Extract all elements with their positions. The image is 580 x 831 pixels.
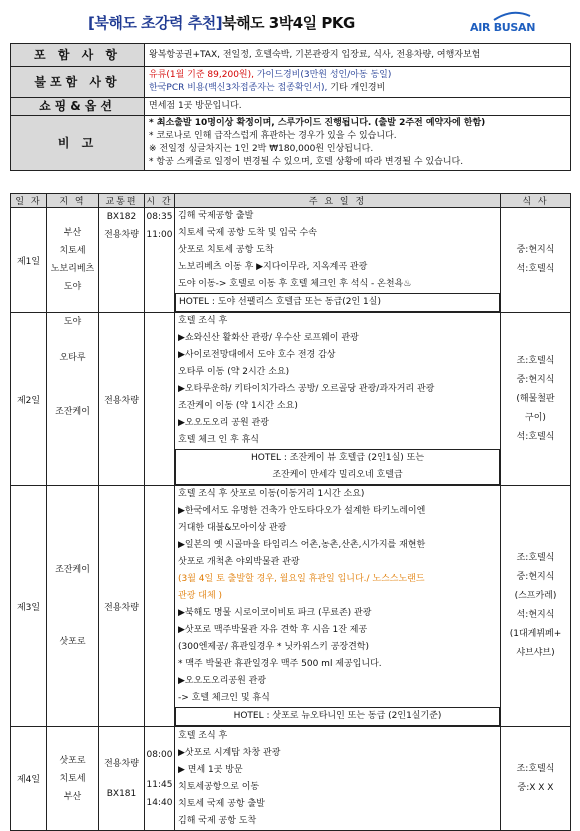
day-itinerary	[175, 486, 501, 727]
meal: 조:호텔식	[516, 763, 555, 774]
transport: BX181	[106, 788, 137, 799]
itinerary-line: 호텔 조식 후 삿포로 이동(이동거리 1시간 소요)	[178, 489, 365, 499]
day-label: 제3일	[11, 486, 47, 727]
time: 08:00	[146, 749, 173, 760]
itinerary-line: 치토세 국제 공항 출발	[178, 798, 265, 809]
hotel-box	[175, 449, 500, 485]
day-transport	[99, 727, 145, 831]
meal: (스프카레)	[514, 591, 557, 601]
remarks-text	[145, 116, 571, 171]
schedule-header-row	[11, 194, 571, 208]
itinerary-line: ▶오타루운하/ 키타이치가라스 공방/ 오르골당 관광/과자거리 관광	[178, 384, 435, 394]
day-times	[145, 486, 175, 727]
itinerary-line: (300엔제공/ 휴관일경우 * 닛카위스키 공장견학)	[178, 642, 369, 652]
region: 도야	[63, 317, 82, 327]
itinerary-line: ▶삿포로 맥주박물관 자유 견학 후 시음 1잔 제공	[178, 625, 368, 635]
time: 08:35	[146, 212, 173, 222]
excluded-other: 기타 개인경비	[330, 83, 386, 93]
day-times	[145, 313, 175, 486]
included-text: 왕복항공권+TAX, 전일정, 호텔숙박, 기본관광지 입장료, 식사, 전용차량, 여행자보험	[145, 44, 571, 67]
itinerary-line: 삿포로 치토세 공항 도착	[178, 245, 274, 255]
day-row	[11, 208, 571, 313]
header-meals: 식 사	[501, 194, 571, 208]
day-meals	[501, 208, 571, 313]
day-regions	[47, 313, 99, 486]
shopping-text: 면세점 1곳 방문입니다.	[145, 98, 571, 116]
region: 치토세	[59, 246, 86, 256]
hotel-line: HOTEL : 조잔케이 뷰 호텔급 (2인1실) 또는	[250, 453, 425, 463]
itinerary-line: 삿포로 개척촌 야외박물관 관광	[178, 557, 300, 567]
day-times	[145, 208, 175, 313]
schedule-table	[10, 193, 571, 831]
region: 노보리베츠	[50, 264, 95, 274]
title-row	[0, 4, 580, 38]
itinerary-line: -> 호텔 체크인 및 휴식	[178, 693, 270, 703]
region: 부산	[63, 791, 82, 802]
meal: 조:호텔식	[516, 553, 555, 563]
header-transport: 교통편	[99, 194, 145, 208]
region: 조잔케이	[55, 565, 90, 575]
header-day: 일 자	[11, 194, 47, 208]
itinerary-line: 호텔 조식 후	[178, 730, 228, 741]
remark-line: * 항공 스케줄로 일정이 변경될 수 있으며, 호텔 상황에 따라 변경될 수 있습니다.	[149, 157, 464, 167]
itinerary-line: * 맥주 박물관 휴관일경우 맥주 500 ml 제공입니다.	[178, 659, 382, 669]
itinerary-line: 도야 이동-> 호텔로 이동 후 호텔 체크인 후 석식 - 온천욕♨	[178, 279, 412, 289]
meal: 석:호텔식	[516, 431, 555, 442]
itinerary-line: ▶북해도 명물 시로이코이비토 파크 (무료존) 관광	[178, 608, 372, 618]
time: 14:40	[146, 797, 173, 808]
region: 도야	[63, 282, 82, 292]
remark-line: * 코로나로 인해 급작스럽게 휴관하는 경우가 있을 수 있습니다.	[149, 131, 397, 141]
itinerary-line: ▶일본의 옛 시골마을 타임리스 어촌,농촌,산촌,시가지를 재현한	[178, 540, 426, 550]
shopping-label: 쇼핑&옵션	[11, 98, 145, 116]
day-row	[11, 727, 571, 831]
day-meals	[501, 313, 571, 486]
itinerary-line: ▶ 면세 1곳 방문	[178, 764, 243, 775]
itinerary-line: 치토세 국제 공항 도착 및 입국 수속	[178, 228, 317, 238]
air-busan-logo	[470, 10, 540, 36]
day-meals	[501, 727, 571, 831]
remarks-label: 비 고	[11, 116, 145, 171]
included-label: 포 함 사 항	[11, 44, 145, 67]
meal: 구이)	[525, 412, 546, 423]
region: 부산	[63, 228, 82, 238]
day-transport: 전용차량	[99, 313, 145, 486]
transport: 전용차량	[104, 758, 139, 769]
day-itinerary	[175, 313, 501, 486]
itinerary-line: 치토세공항으로 이동	[178, 781, 260, 792]
day-label: 제1일	[11, 208, 47, 313]
itinerary-line: 오타루 이동 (약 2시간 소요)	[178, 367, 290, 377]
meal: 조:호텔식	[516, 355, 555, 366]
excluded-fuel: 유류(1월 기준 89,200원),	[149, 70, 257, 80]
itinerary-line: 호텔 체크 인 후 휴식	[178, 435, 259, 445]
page-title	[88, 12, 355, 33]
day-meals	[501, 486, 571, 727]
itinerary-note: (3월 4일 토 출발할 경우, 월요일 휴관일 입니다./ 노스스노랜드	[178, 574, 425, 584]
hotel-line: HOTEL : 도야 선팰리스 호텔급 또는 동급(2인 1실)	[175, 293, 500, 312]
excluded-guide: 가이드경비(3만원 성인/아동 동일)	[256, 70, 392, 80]
day-regions	[47, 727, 99, 831]
day-itinerary	[175, 727, 501, 831]
day-label: 제2일	[11, 313, 47, 486]
logo-text: AIR BUSAN	[470, 21, 536, 34]
itinerary-note: 관광 대체 )	[178, 591, 223, 601]
meal: 중:현지식	[516, 572, 555, 582]
region: 오타루	[59, 353, 86, 363]
hotel-line: 조잔케이 만세각 밀리오네 호텔급	[272, 470, 403, 480]
header-itinerary: 주 요 일 정	[175, 194, 501, 208]
meal: 중:현지식	[516, 374, 555, 385]
day-transport	[99, 208, 145, 313]
region: 삿포로	[59, 637, 86, 647]
day-regions	[47, 486, 99, 727]
day-itinerary	[175, 208, 501, 313]
meal: 석:현지식	[516, 610, 555, 620]
excluded-label: 불포함 사항	[11, 67, 145, 98]
time: 11:45	[146, 779, 173, 790]
remark-line: ※ 전일정 싱글차지는 1인 2박 ₩180,000원 인상됩니다.	[149, 144, 374, 154]
itinerary-line: ▶한국에서도 유명한 건축가 안도타다오가 설계한 타키노레이엔	[178, 506, 426, 516]
itinerary-line: 거대한 대불&모아이상 관광	[178, 523, 287, 533]
itinerary-line: 노보리베츠 이동 후 ▶지다이무라, 지옥계곡 관광	[178, 262, 368, 272]
itinerary-line: 호텔 조식 후	[178, 316, 228, 326]
title-bracket: [북해도 초강력 추천]	[88, 14, 223, 32]
itinerary-line: 김해 국제공항 출발	[178, 211, 254, 221]
meal: (1대게뷔페+	[509, 629, 562, 639]
meal: 석:호텔식	[516, 264, 555, 274]
itinerary-line: ▶사이로전망대에서 도야 호수 전경 감상	[178, 350, 336, 360]
day-row	[11, 486, 571, 727]
header-time: 시 간	[145, 194, 175, 208]
meal: 중:X X X	[517, 782, 554, 793]
region: 삿포로	[59, 755, 86, 766]
excluded-pcr: 한국PCR 비용(백신3차접종자는 접종확인서),	[149, 83, 331, 93]
transport: 전용차량	[104, 230, 139, 240]
day-row	[11, 313, 571, 486]
header-region: 지 역	[47, 194, 99, 208]
itinerary-line: 조잔케이 이동 (약 1시간 소요)	[178, 401, 298, 411]
excluded-text	[145, 67, 571, 98]
day-transport: 전용차량	[99, 486, 145, 727]
region: 조잔케이	[55, 407, 90, 417]
itinerary-line: ▶쇼와신산 활화산 관광/ 우수산 로프웨이 관광	[178, 333, 359, 343]
day-label: 제4일	[11, 727, 47, 831]
day-regions	[47, 208, 99, 313]
info-table	[10, 43, 571, 171]
itinerary-line: ▶오오도오리공원 관광	[178, 676, 267, 686]
meal: 샤브샤브)	[516, 648, 555, 658]
transport: BX182	[106, 212, 137, 222]
itinerary-line: 김해 국제 공항 도착	[178, 815, 257, 826]
itinerary-line: ▶삿포로 시계탑 차창 관광	[178, 747, 281, 758]
day-times	[145, 727, 175, 831]
meal: (해물철판	[516, 393, 555, 404]
title-rest: 북해도 3박4일 PKG	[222, 14, 355, 32]
remark-line: * 최소출발 10명이상 확정이며, 스루가이드 진행됩니다. (출발 2주전 예약자에 한함)	[149, 118, 486, 128]
region: 치토세	[59, 773, 86, 784]
meal: 중:현지식	[516, 245, 555, 255]
hotel-line: HOTEL : 삿포로 뉴오타니인 또는 동급 (2인1실기준)	[175, 707, 500, 726]
time: 11:00	[146, 230, 173, 240]
itinerary-line: ▶오오도오리 공원 관광	[178, 418, 269, 428]
